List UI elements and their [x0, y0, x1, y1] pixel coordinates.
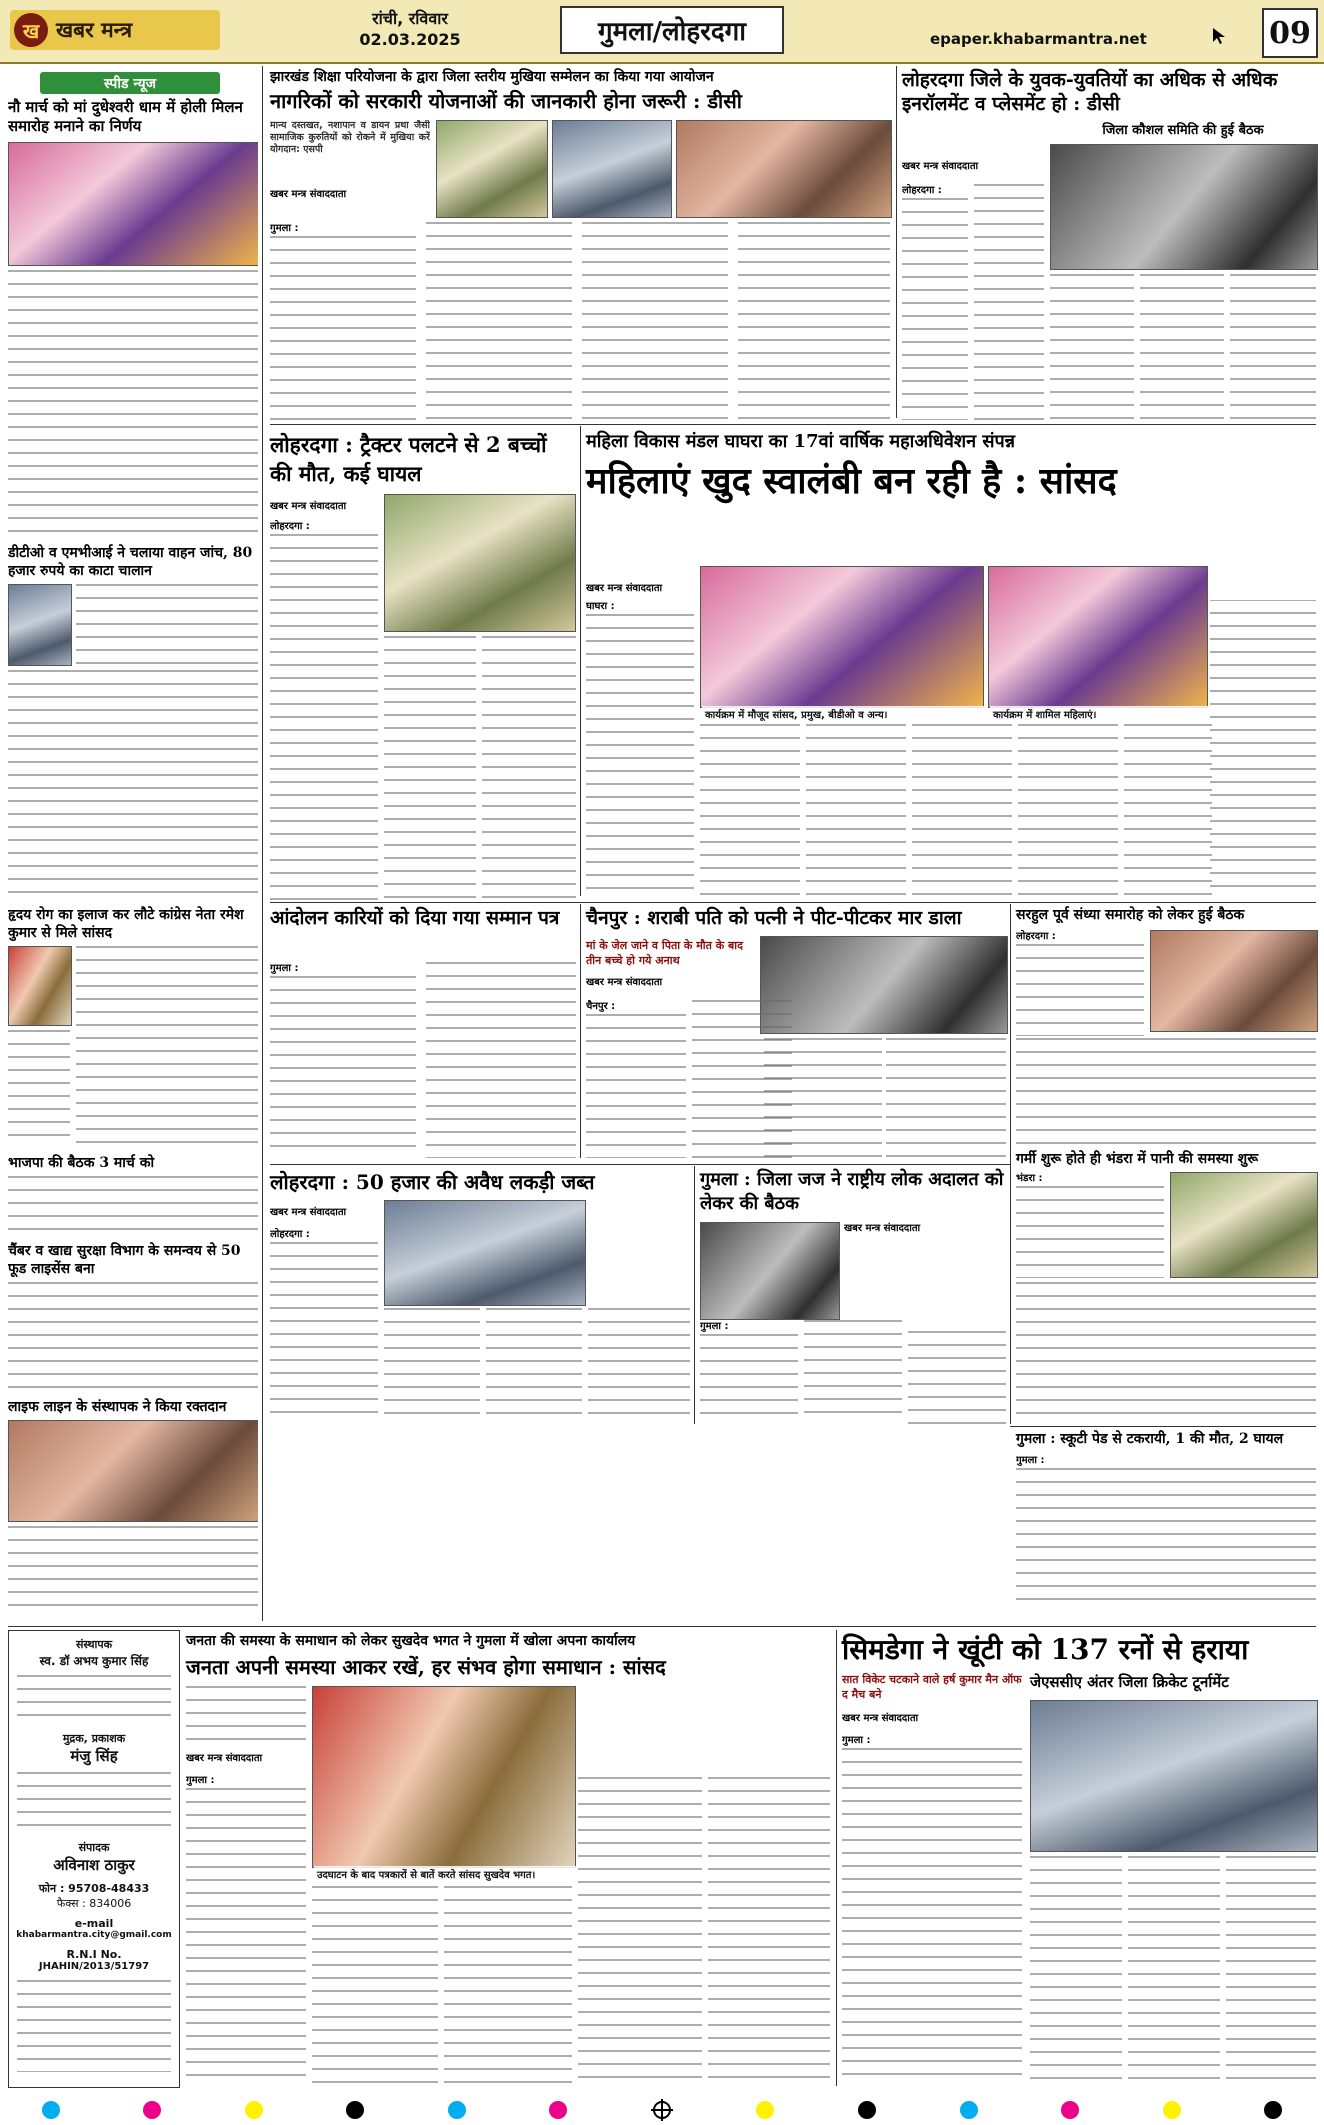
speed-news-title-4: भाजपा की बैठक 3 मार्च को: [8, 1155, 155, 1171]
scooty-headline: गुमला : स्कूटी पेड से टकरायी, 1 की मौत, 2 घायल: [1016, 1431, 1284, 1447]
print-registration-bar: [0, 2094, 1324, 2125]
registration-mark-icon: [651, 2099, 673, 2121]
publisher-name: मंजु सिंह: [70, 1747, 118, 1765]
mahila-byline: खबर मन्त्र संवाददाता: [586, 583, 663, 594]
chainpur-subhead: मां के जेल जाने व पिता के मौत के बाद तीन बच्चे हो गये अनाथ: [586, 939, 743, 967]
scooty-body: [1016, 1454, 1316, 1604]
editor-name: अविनाश ठाकुर: [53, 1856, 135, 1874]
website-link[interactable]: epaper.khabarmantra.net: [930, 30, 1147, 48]
email-address[interactable]: khabarmantra.city@gmail.com: [16, 1930, 172, 1940]
lohardaga-byline: खबर मन्त्र संवाददाता: [902, 161, 979, 172]
cricket-body: [842, 1734, 1316, 2086]
brand-logo: [10, 10, 220, 50]
tractor-dateline: लोहरदगा :: [270, 521, 310, 532]
tractor-byline: खबर मन्त्र संवाददाता: [270, 501, 347, 512]
wood-body: [270, 1228, 690, 1420]
story-text-1: [8, 270, 258, 538]
cricket-byline: खबर मन्त्र संवाददाता: [842, 1713, 919, 1724]
email-label: e-mail: [74, 1917, 114, 1930]
brand-name: खबर मन्त्र: [56, 17, 133, 42]
mahila-dateline: घाघरा :: [586, 601, 615, 612]
wood-dateline: लोहरदगा :: [270, 1229, 310, 1240]
lead-photo-3: [676, 120, 892, 218]
publisher-label: मुद्रक, प्रकाशक: [62, 1732, 126, 1745]
lead-kicker: झारखंड शिक्षा परियोजना के द्वारा जिला स्तरीय मुखिया सम्मेलन का किया गया आयोजन: [270, 69, 714, 85]
tractor-body: [270, 520, 576, 900]
water-headline: गर्मी शुरू होते ही भंडरा में पानी की समस्या शुरू: [1016, 1151, 1259, 1167]
edition-date: [330, 8, 490, 50]
scooty-dateline: गुमला :: [1016, 1455, 1045, 1466]
blood-donation-photo: [8, 1420, 258, 1522]
lead-photo-caption: मान्य दस्तखत, नशापान व डायन प्रथा जैसी सामाजिक कुरुतियों को रोकने में मुखिया करें योगदान: एसपी: [270, 120, 430, 155]
water-body: [1016, 1172, 1316, 1424]
sarhul-body: [1016, 930, 1316, 1146]
lead-photo-2: [552, 120, 672, 218]
dto-photo: [8, 584, 72, 666]
lohardaga-body: [902, 184, 1316, 420]
lead-dateline: गुमला :: [270, 223, 299, 234]
water-dateline: भंडरा :: [1016, 1173, 1043, 1184]
lohardaga-subhead: जिला कौशल समिति की हुई बैठक: [1102, 123, 1264, 138]
brand-mark-icon: ख: [14, 13, 48, 47]
speed-news-title-5: चैंबर व खाद्य सुरक्षा विभाग के समन्वय से 50 फूड लाइसेंस बना: [8, 1243, 241, 1277]
masthead-bar: [0, 0, 1324, 64]
court-photo: [700, 1222, 840, 1320]
speed-news-title-1: नौ मार्च को मां दुधेश्वरी धाम में होली मिलन समारोह मनाने का निर्णय: [8, 98, 243, 135]
fax-number: फैक्स : 834006: [56, 1897, 132, 1910]
andolan-headline: आंदोलन कारियों को दिया गया सम्मान पत्र: [270, 907, 560, 929]
mahila-caption-left: कार्यक्रम में मौजूद सांसद, प्रमुख, बीडीओ व अन्य।: [702, 706, 986, 722]
story-text-6: [8, 1526, 258, 1616]
andolan-body: [270, 962, 576, 1158]
cricket-dateline: गुमला :: [842, 1735, 871, 1746]
chainpur-dateline: चैनपुर :: [586, 1001, 616, 1012]
section-title: गुमला/लोहरदगा: [560, 6, 784, 54]
imprint-box: [8, 1630, 180, 2088]
court-dateline: गुमला :: [700, 1321, 729, 1332]
cricket-subhead-left: सात विकेट चटकाने वाले हर्ष कुमार मैन ऑफ द मैच बने: [842, 1673, 1022, 1701]
andolan-dateline: गुमला :: [270, 963, 299, 974]
wood-byline: खबर मन्त्र संवाददाता: [270, 1207, 347, 1218]
congress-leader-photo: [8, 946, 72, 1026]
holi-meeting-photo: [8, 142, 258, 266]
page-number: 09: [1262, 8, 1318, 58]
chainpur-byline: खबर मन्त्र संवाददाता: [586, 977, 663, 988]
cricket-headline: सिमडेगा ने खूंटी को 137 रनों से हराया: [842, 1633, 1249, 1666]
phone-number: फोन : 95708-48433: [38, 1882, 150, 1895]
date-text: 02.03.2025: [359, 30, 461, 49]
editor-label: संपादक: [78, 1841, 110, 1854]
rni-number: JHAHIN/2013/51797: [38, 1961, 150, 1972]
founder-name: स्व. डॉ अभय कुमार सिंह: [39, 1654, 149, 1668]
tractor-headline: लोहरदगा : ट्रैक्टर पलटने से 2 बच्चों की मौत, कई घायल: [270, 432, 547, 486]
court-headline: गुमला : जिला जज ने राष्ट्रीय लोक अदालत को लेकर की बैठक: [700, 1169, 1004, 1214]
pointer-icon: [1210, 26, 1230, 46]
lead-byline: खबर मन्त्र संवाददाता: [270, 189, 347, 200]
mahila-headline: महिलाएं खुद स्वालंबी बन रही है : सांसद: [586, 460, 1117, 502]
wood-headline: लोहरदगा : 50 हजार की अवैध लकड़ी जब्त: [270, 1170, 595, 1194]
court-byline: खबर मन्त्र संवाददाता: [844, 1223, 921, 1234]
rni-label: R.N.I No.: [66, 1948, 122, 1961]
office-dateline: गुमला :: [186, 1775, 215, 1786]
mahila-kicker: महिला विकास मंडल घाघरा का 17वां वार्षिक महाअधिवेशन संपन्न: [586, 431, 1015, 452]
sarhul-headline: सरहुल पूर्व संध्या समारोह को लेकर हुई बैठक: [1016, 907, 1245, 923]
column-divider: [262, 66, 263, 1621]
city-day: रांची, रविवार: [372, 9, 448, 28]
office-body: [186, 1774, 830, 2086]
mahila-body: [586, 600, 1316, 896]
chainpur-body: [586, 1000, 1006, 1158]
sarhul-dateline: लोहरदगा :: [1016, 931, 1056, 942]
office-photo-caption: उदघाटन के बाद पत्रकारों से बातें करते सांसद सुखदेव भगत।: [314, 1866, 578, 1882]
lead-photo-1: [436, 120, 548, 218]
lead-body: [270, 222, 890, 422]
speed-news-title-2: डीटीओ व एमभीआई ने चलाया वाहन जांच, 80 हजार रुपये का काटा चालान: [8, 545, 253, 579]
office-kicker: जनता की समस्या के समाधान को लेकर सुखदेव भगत ने गुमला में खोला अपना कार्यालय: [186, 1633, 636, 1649]
court-body: [700, 1320, 1006, 1424]
founder-label: संस्थापक: [75, 1638, 113, 1651]
story-text-5: [8, 1282, 258, 1392]
speed-news-column: [8, 98, 258, 1618]
speed-news-title-6: लाइफ लाइन के संस्थापक ने किया रक्तदान: [8, 1399, 227, 1415]
story-text-4: [8, 1176, 258, 1236]
chainpur-headline: चैनपुर : शराबी पति को पत्नी ने पीट-पीटकर मार डाला: [586, 907, 962, 929]
office-byline: खबर मन्त्र संवाददाता: [186, 1753, 263, 1764]
cricket-subhead-right: जेएससीए अंतर जिला क्रिकेट टूर्नामेंट: [1030, 1673, 1229, 1691]
speed-news-title-3: हृदय रोग का इलाज कर लौटे कांग्रेस नेता रमेश कुमार से मिले सांसद: [8, 907, 244, 941]
speed-news-label: स्पीड न्यूज: [40, 72, 220, 94]
lohardaga-headline: लोहरदगा जिले के युवक-युवतियों का अधिक से अधिक इनरॉलमेंट व प्लेसमेंट हो : डीसी: [902, 69, 1278, 115]
mahila-caption-right: कार्यक्रम में शामिल महिलाएं।: [990, 706, 1210, 722]
office-headline: जनता अपनी समस्या आकर रखें, हर संभव होगा समाधान : सांसद: [186, 1655, 666, 1679]
lohardaga-dateline: लोहरदगा :: [902, 185, 942, 196]
story-text-2: [8, 670, 258, 900]
lead-headline: नागरिकों को सरकारी योजनाओं की जानकारी होना जरूरी : डीसी: [270, 89, 742, 113]
